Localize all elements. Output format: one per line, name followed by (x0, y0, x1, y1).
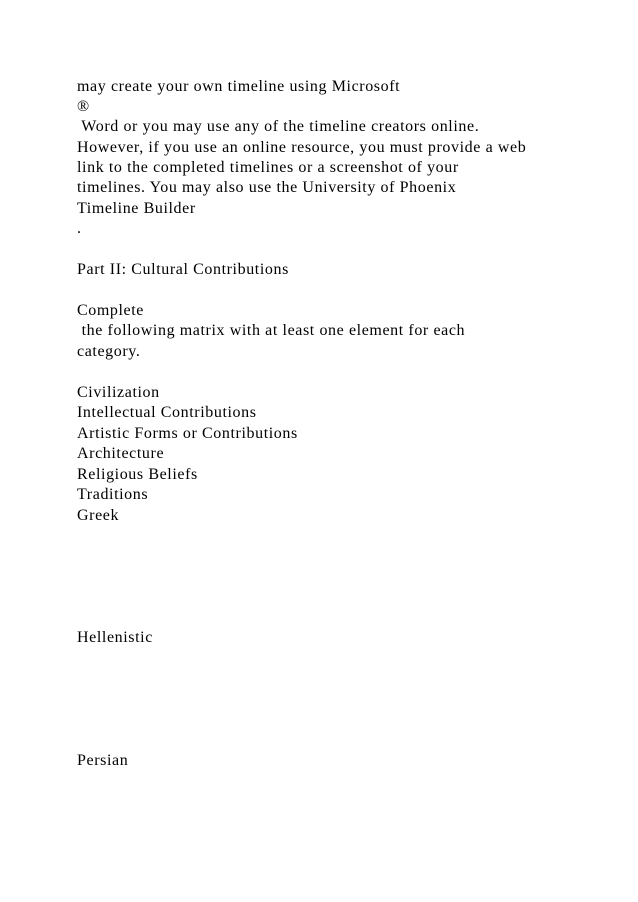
text-line: . (77, 220, 82, 237)
text-line: may create your own timeline using Microsoft (77, 78, 401, 95)
matrix-header: Civilization (77, 384, 160, 401)
matrix-header: Traditions (77, 486, 149, 503)
text-line: Complete (77, 302, 145, 319)
matrix-header: Intellectual Contributions (77, 404, 257, 421)
text-line: the following matrix with at least one element for each (77, 322, 466, 339)
registered-mark: ® (77, 98, 90, 115)
section-heading: Part II: Cultural Contributions (77, 261, 289, 278)
text-line: However, if you use an online resource, you must provide a web (77, 139, 527, 156)
matrix-header: Religious Beliefs (77, 466, 198, 483)
text-line: category. (77, 343, 141, 360)
matrix-row-label: Greek (77, 507, 120, 524)
text-line: link to the completed timelines or a screenshot of your (77, 159, 459, 176)
text-line: Word or you may use any of the timeline creators online. (77, 118, 480, 135)
text-line: Timeline Builder (77, 200, 196, 217)
matrix-row-label: Hellenistic (77, 629, 153, 646)
text-line: timelines. You may also use the University of Phoenix (77, 179, 457, 196)
matrix-header: Artistic Forms or Contributions (77, 425, 298, 442)
matrix-header: Architecture (77, 445, 165, 462)
matrix-row-label: Persian (77, 752, 129, 769)
